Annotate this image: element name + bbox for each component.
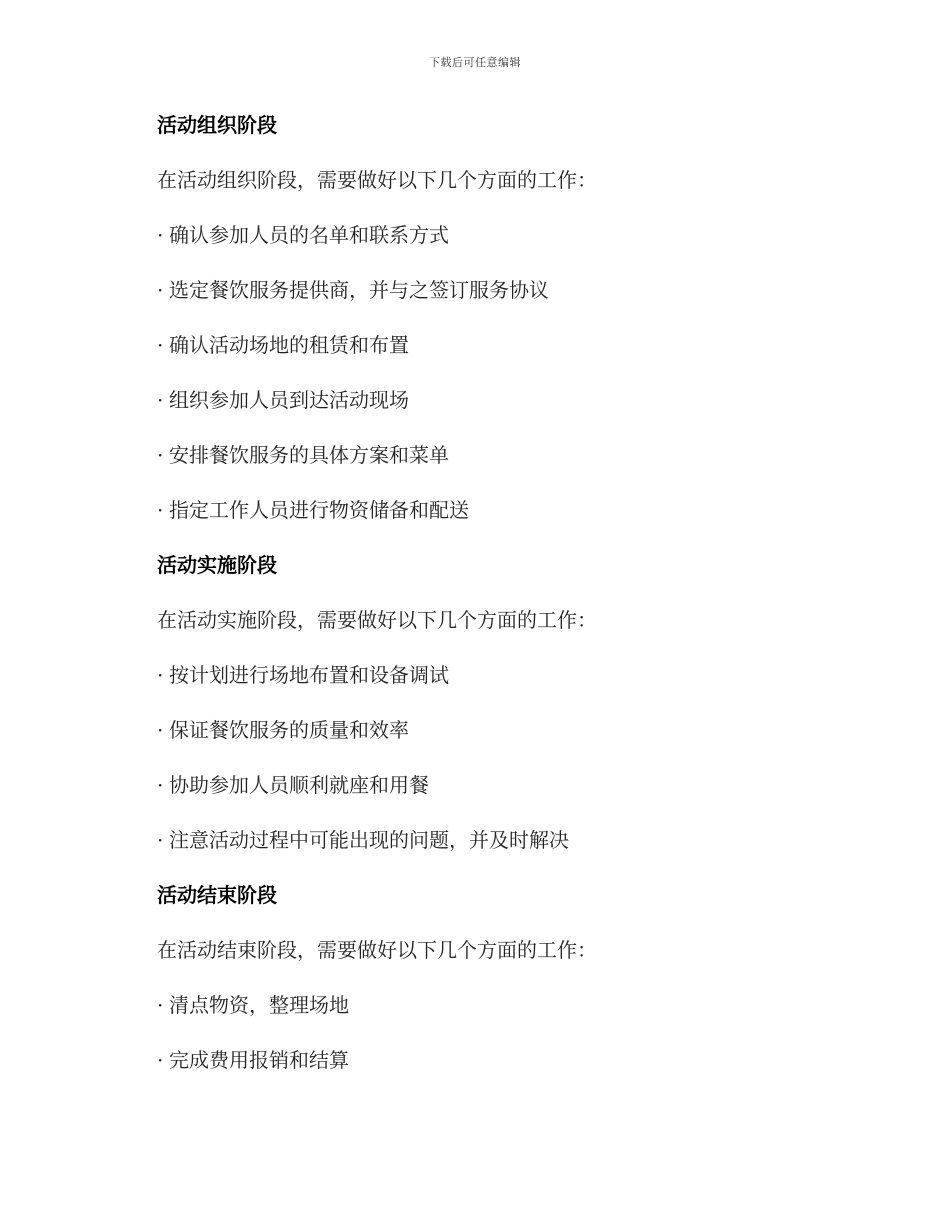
list-item: [157, 703, 857, 758]
list-item: [157, 208, 857, 263]
list-item: [157, 428, 857, 483]
list-item: [157, 263, 857, 318]
section-heading-close: 活动结束阶段: [157, 883, 277, 907]
list-item-text: 保证餐饮服务的质量和效率: [169, 718, 409, 742]
bullet-mark: ·: [157, 993, 164, 1017]
list-item-text: 确认活动场地的租赁和布置: [169, 333, 409, 357]
list-item-text: 组织参加人员到达活动现场: [169, 388, 409, 412]
bullet-mark: ·: [157, 828, 164, 852]
list-item: [157, 1033, 857, 1088]
list-item: [157, 813, 857, 868]
bullet-mark: ·: [157, 498, 164, 522]
list-item: [157, 648, 857, 703]
bullet-mark: ·: [157, 333, 164, 357]
list-item: [157, 758, 857, 813]
list-item: [157, 318, 857, 373]
list-item-text: 清点物资，整理场地: [169, 993, 349, 1017]
bullet-mark: ·: [157, 388, 164, 412]
bullet-mark: ·: [157, 278, 164, 302]
bullet-mark: ·: [157, 663, 164, 687]
section-intro-implement: 在活动实施阶段，需要做好以下几个方面的工作：: [157, 608, 597, 632]
list-item-text: 协助参加人员顺利就座和用餐: [169, 773, 429, 797]
bullet-mark: ·: [157, 718, 164, 742]
bullet-mark: ·: [157, 1048, 164, 1072]
bullet-mark: ·: [157, 443, 164, 467]
list-item-text: 按计划进行场地布置和设备调试: [169, 663, 449, 687]
list-item-text: 确认参加人员的名单和联系方式: [169, 223, 449, 247]
list-item: [157, 373, 857, 428]
section-intro-organize: 在活动组织阶段，需要做好以下几个方面的工作：: [157, 168, 597, 192]
list-item-text: 安排餐饮服务的具体方案和菜单: [169, 443, 449, 467]
section-heading-implement: 活动实施阶段: [157, 553, 277, 577]
list-item: [157, 483, 857, 538]
section-heading-organize: 活动组织阶段: [157, 113, 277, 137]
document-body: [157, 98, 857, 1088]
bullet-mark: ·: [157, 223, 164, 247]
list-item-text: 注意活动过程中可能出现的问题，并及时解决: [169, 828, 569, 852]
header-note: 下载后可任意编辑: [429, 56, 521, 69]
list-item-text: 完成费用报销和结算: [169, 1048, 349, 1072]
bullet-mark: ·: [157, 773, 164, 797]
list-item-text: 指定工作人员进行物资储备和配送: [169, 498, 469, 522]
list-item: [157, 978, 857, 1033]
section-intro-close: 在活动结束阶段，需要做好以下几个方面的工作：: [157, 938, 597, 962]
list-item-text: 选定餐饮服务提供商，并与之签订服务协议: [169, 278, 549, 302]
